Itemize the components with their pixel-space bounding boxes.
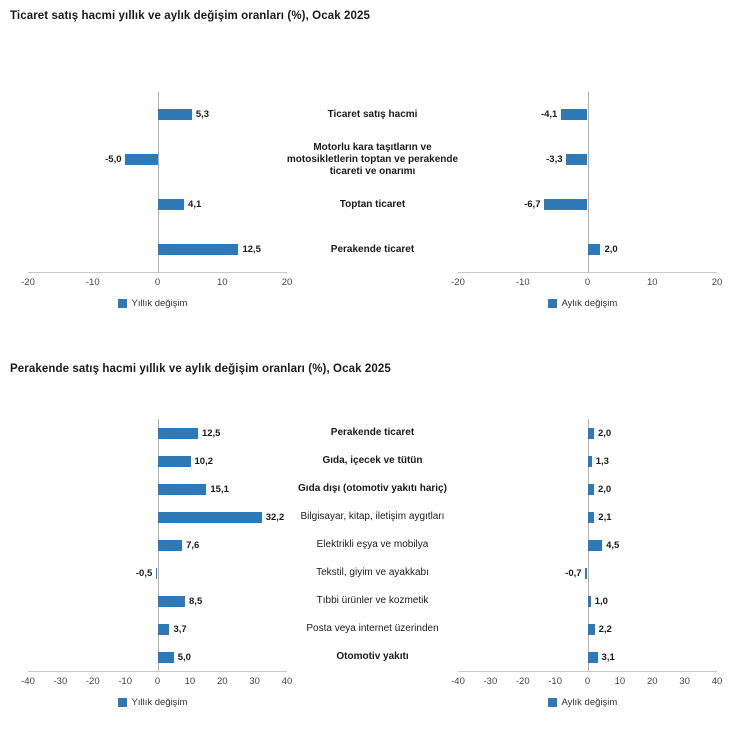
category-label: Motorlu kara taşıtların ve motosikletlerin toptan ve perakende ticareti ve onarımı xyxy=(286,141,459,177)
x-axis-tick: 0 xyxy=(154,277,161,288)
x-axis-tick: -20 xyxy=(515,676,530,687)
legend-swatch xyxy=(548,299,557,308)
chart-monthly-change-retail xyxy=(450,413,725,708)
bar-value-label: 7,6 xyxy=(186,539,200,551)
bar xyxy=(588,244,601,255)
bar-value-label: 10,2 xyxy=(194,455,214,467)
x-axis-tick: 20 xyxy=(216,676,228,687)
legend xyxy=(118,298,188,309)
x-axis-tick: 20 xyxy=(711,277,723,288)
bar-value-label: 2,0 xyxy=(604,244,618,255)
bar-value-label: 5,0 xyxy=(177,651,191,663)
chart-area-1 xyxy=(0,22,750,332)
bar xyxy=(566,154,587,165)
legend-label: Yıllık değişim xyxy=(131,697,188,708)
bar-value-label: 3,7 xyxy=(173,623,187,635)
bar xyxy=(561,109,588,120)
bar-value-label: -4,1 xyxy=(540,109,558,120)
bar xyxy=(158,484,207,495)
category-labels-2 xyxy=(285,413,460,703)
x-axis-tick: -20 xyxy=(451,277,465,288)
bar-value-label: 2,0 xyxy=(597,483,612,495)
legend-label: Yıllık değişim xyxy=(131,298,188,309)
category-label: Toptan ticaret xyxy=(339,198,406,210)
legend-label: Aylık değişim xyxy=(561,697,618,708)
bar xyxy=(158,244,239,255)
bar-value-label: 5,3 xyxy=(195,109,210,120)
x-axis-tick: 20 xyxy=(281,277,293,288)
bar-value-label: 15,1 xyxy=(210,483,229,495)
bar xyxy=(588,456,592,467)
x-axis-tick: 30 xyxy=(679,676,690,687)
category-label: Gıda dışı (otomotiv yakıtı hariç) xyxy=(298,483,447,494)
chart-area-2 xyxy=(0,375,750,735)
bar-value-label: -6,7 xyxy=(524,199,541,210)
bar xyxy=(158,109,192,120)
bar xyxy=(588,624,595,635)
bar-value-label: 4,5 xyxy=(606,539,620,551)
x-axis-tick: -20 xyxy=(85,676,100,687)
bar-value-label: 12,5 xyxy=(242,244,261,255)
bar xyxy=(588,540,603,551)
bar xyxy=(588,596,591,607)
chart-yearly-change-retail xyxy=(20,413,295,708)
category-label: Tıbbi ürünler ve kozmetik xyxy=(316,595,429,606)
x-axis-tick: 0 xyxy=(584,277,591,288)
category-label: Elektrikli eşya ve mobilya xyxy=(316,539,429,550)
bar-value-label: 2,2 xyxy=(598,623,612,635)
legend xyxy=(118,697,188,708)
bar xyxy=(158,512,262,523)
category-label: Perakende ticaret xyxy=(330,243,415,255)
bar xyxy=(585,568,587,579)
bar-value-label: -5,0 xyxy=(105,154,122,165)
bar-value-label: 1,3 xyxy=(595,455,609,467)
category-label: Bilgisayar, kitap, iletişim aygıtları xyxy=(300,511,445,522)
bar xyxy=(156,568,158,579)
bar xyxy=(544,199,587,210)
x-axis-tick: -20 xyxy=(21,277,35,288)
panel-retail-sales-volume xyxy=(0,345,750,745)
x-axis-line xyxy=(458,272,717,273)
category-label: Tekstil, giyim ve ayakkabı xyxy=(316,567,429,578)
bar-value-label: 2,0 xyxy=(597,427,612,439)
category-label: Ticaret satış hacmi xyxy=(327,108,418,120)
x-axis-tick: 40 xyxy=(281,676,293,687)
x-axis-line xyxy=(28,272,287,273)
bar xyxy=(158,652,174,663)
bar xyxy=(158,596,186,607)
x-axis-tick: -10 xyxy=(118,676,132,687)
bar-value-label: -0,7 xyxy=(565,567,582,579)
bar xyxy=(588,484,594,495)
bar-value-label: 3,1 xyxy=(601,651,615,663)
bar-value-label: 12,5 xyxy=(201,427,221,439)
bar xyxy=(158,624,170,635)
x-axis-tick: -10 xyxy=(85,277,100,288)
chart-monthly-change-trade xyxy=(450,82,725,309)
x-axis-tick: 20 xyxy=(646,676,658,687)
x-axis-tick: -30 xyxy=(53,676,68,687)
x-axis-tick: -10 xyxy=(515,277,530,288)
category-label: Perakende ticaret xyxy=(330,427,415,438)
bar-value-label: -3,3 xyxy=(546,154,563,165)
x-axis-line xyxy=(458,671,717,672)
x-axis-tick: -10 xyxy=(548,676,562,687)
bar xyxy=(588,652,598,663)
category-labels-1 xyxy=(285,82,460,297)
chart-yearly-change-trade xyxy=(20,82,295,309)
bar-value-label: 1,0 xyxy=(594,595,608,607)
category-label: Otomotiv yakıtı xyxy=(336,651,409,662)
x-axis-tick: 10 xyxy=(184,676,196,687)
bar xyxy=(158,540,183,551)
panel-trade-sales-volume xyxy=(0,0,750,345)
bar xyxy=(158,456,191,467)
x-axis-tick: 30 xyxy=(249,676,260,687)
legend xyxy=(548,697,618,708)
bar-value-label: 2,1 xyxy=(598,511,612,523)
bar xyxy=(125,154,157,165)
x-axis-tick: -30 xyxy=(483,676,498,687)
bar xyxy=(158,199,185,210)
x-axis-tick: -40 xyxy=(21,676,35,687)
bar-value-label: 8,5 xyxy=(189,595,203,607)
x-axis-tick: 10 xyxy=(646,277,658,288)
x-axis-line xyxy=(28,671,287,672)
bar-value-label: 32,2 xyxy=(265,511,285,523)
bar-value-label: -0,5 xyxy=(135,567,153,579)
panel-title-1: Ticaret satış hacmi yıllık ve aylık değişim oranları (%), Ocak 2025 xyxy=(10,10,370,22)
panel-title-2: Perakende satış hacmi yıllık ve aylık değişim oranları (%), Ocak 2025 xyxy=(10,363,391,375)
legend-label: Aylık değişim xyxy=(561,298,618,309)
x-axis-tick: 40 xyxy=(711,676,723,687)
legend xyxy=(548,298,618,309)
bar xyxy=(158,428,198,439)
x-axis-tick: 10 xyxy=(216,277,228,288)
x-axis-tick: 0 xyxy=(584,676,591,687)
legend-swatch xyxy=(548,698,557,707)
bar xyxy=(588,428,594,439)
category-label: Posta veya internet üzerinden xyxy=(306,623,439,634)
bar-value-label: 4,1 xyxy=(188,199,202,210)
x-axis-tick: -40 xyxy=(451,676,465,687)
x-axis-tick: 0 xyxy=(154,676,161,687)
bar xyxy=(588,512,595,523)
legend-swatch xyxy=(118,299,127,308)
legend-swatch xyxy=(118,698,127,707)
x-axis-tick: 10 xyxy=(614,676,626,687)
category-label: Gıda, içecek ve tütün xyxy=(322,455,423,466)
